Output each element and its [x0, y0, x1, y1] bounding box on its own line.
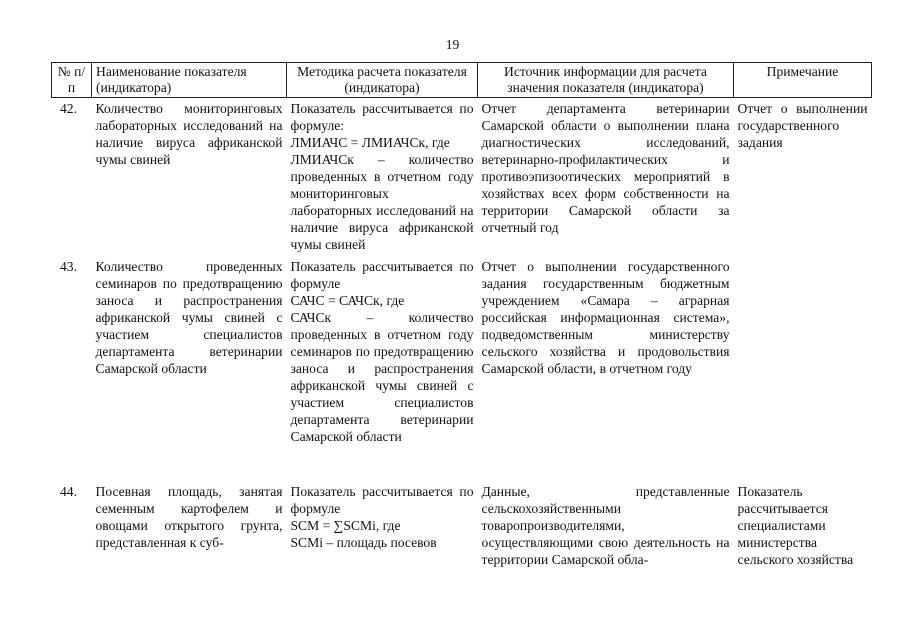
method-formula: САЧС = САЧСк, где	[290, 293, 405, 308]
information-source: Отчет о выполнении государственного задания государственным бюджетным учреждением «Самара – аграрная российская информационная система», подведомственным министерству сельского хозяйства и продовольствия Самарской области, в отчетном году	[481, 259, 730, 376]
method-formula: SСМ = ∑SСМi, где	[290, 518, 401, 533]
method-intro: Показатель рассчитывается по формуле:	[290, 101, 474, 133]
calculation-method	[287, 445, 478, 551]
table-header	[52, 63, 872, 98]
row-number: 42.	[60, 101, 77, 116]
header-note: Примечание	[734, 63, 872, 98]
row-number: 44.	[60, 484, 77, 499]
header-number: № п/п	[52, 63, 92, 98]
page-number: 19	[445, 37, 460, 52]
information-source	[478, 445, 734, 567]
note	[734, 253, 872, 445]
method-formula: ЛМИАЧС = ЛМИАЧСк, где	[290, 135, 450, 150]
table-row	[52, 445, 872, 551]
information-source: Отчет департамента ветеринарии Самарской области о выполнении плана диагностических исследований, ветеринарно-профилактических и противоэпизоотических мероприятий в хозяйствах всех форм собственности на территории Самарской области за отчетный год	[481, 101, 730, 235]
calculation-method	[287, 253, 478, 445]
information-source-text: Данные, представленные сельскохозяйственными товаропроизводителями, осуществляющими свою деятельность на территории Самарской обла-	[481, 484, 730, 567]
note-text: Показатель рассчитывается специалистами министерства сельского хозяйства	[737, 484, 854, 567]
table-row	[52, 98, 872, 254]
indicator-name	[92, 445, 287, 551]
indicator-name: Количество проведенных семинаров по предотвращению заноса и распространения африканской чумы свиней с участием специалистов департамента ветеринарии Самарской области	[95, 259, 283, 376]
method-intro: Показатель рассчитывается по формуле	[290, 484, 474, 516]
table-row	[52, 253, 872, 445]
note: Отчет о выполнении государственного задания	[737, 101, 868, 150]
indicator-name-text: Посевная площадь, занятая семенным картофелем и овощами открытого грунта, представленная к суб-	[95, 484, 283, 550]
method-intro: Показатель рассчитывается по формуле	[290, 259, 474, 291]
calculation-method-text	[291, 483, 474, 551]
indicator-name: Количество мониторинговых лабораторных исследований на наличие вируса африканской чумы свиней	[95, 101, 283, 167]
header-information-source: Источник информации для расчета значения показателя (индикатора)	[478, 63, 734, 98]
header-indicator-name: Наименование показателя (индикатора)	[92, 63, 287, 98]
method-definition: SСМi – площадь посевов	[290, 535, 437, 550]
row-number: 43.	[60, 259, 77, 274]
note	[734, 445, 872, 567]
indicator-table	[51, 62, 872, 567]
calculation-method	[287, 98, 478, 254]
method-definition: САЧСк – количество проведенных в отчетном году семинаров по предотвращению заноса и распространения африканской чумы свиней с участием специалистов департамента ветеринарии Самарской области	[290, 310, 474, 444]
header-calculation-method: Методика расчета показателя (индикатора)	[287, 63, 478, 98]
method-definition: ЛМИАЧСк – количество проведенных в отчетном году мониторинговых лабораторных исследований на наличие вируса африканской чумы свиней	[290, 152, 474, 252]
